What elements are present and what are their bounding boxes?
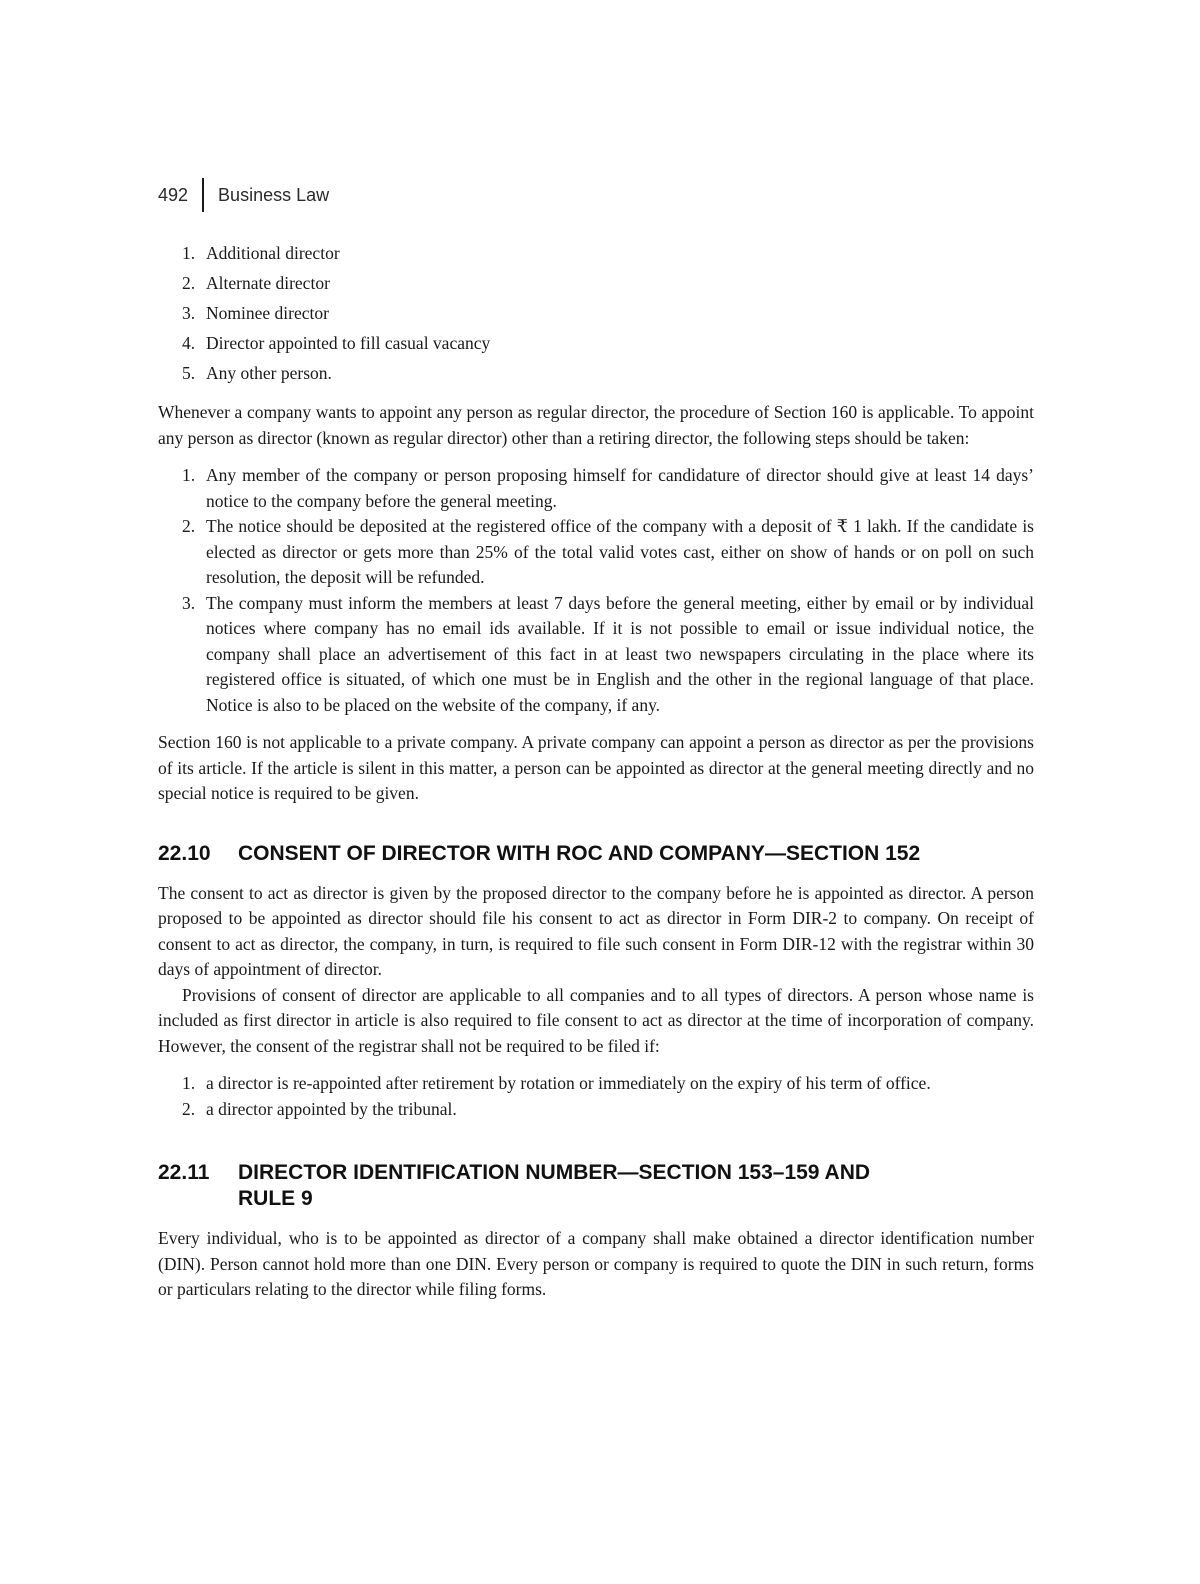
consent-exceptions-list	[158, 1071, 1034, 1122]
section-heading-22-10: 22.10 CONSENT OF DIRECTOR WITH ROC AND COMPANY—SECTION 152	[158, 841, 921, 865]
din-paragraph: Every individual, who is to be appointed as director of a company shall make obtained a director identification number (DIN). Person cannot hold more than one DIN. Every person or company is required to quote the DIN in such return, forms or particulars relating to the director while filing forms.	[158, 1228, 1034, 1299]
appointment-steps-list	[158, 463, 1034, 718]
list-item: 5. Any other person.	[182, 363, 332, 383]
list-item: 1. Any member of the company or person proposing himself for candidature of director should give at least 14 days’ notice to the company before the general meeting.	[182, 465, 1034, 511]
running-title: Business Law	[218, 184, 330, 205]
list-item: 3. Nominee director	[182, 303, 329, 323]
section-160-paragraph: Whenever a company wants to appoint any person as regular director, the procedure of Section 160 is applicable. To appoint any person as director (known as regular director) other than a retiring director, the following steps should be taken:	[158, 402, 1034, 448]
list-item: 4. Director appointed to fill casual vacancy	[182, 333, 491, 353]
list-item: 2. Alternate director	[182, 273, 330, 293]
list-item: 1. a director is re-appointed after retirement by rotation or immediately on the expiry of his term of office.	[182, 1073, 931, 1093]
list-item: 2. a director appointed by the tribunal.	[182, 1098, 457, 1119]
page-header	[158, 178, 329, 212]
list-item: 1. Additional director	[182, 243, 340, 263]
director-types-list	[158, 238, 1034, 388]
page-number: 492	[158, 184, 189, 205]
section-heading-22-11: 22.11 DIRECTOR IDENTIFICATION NUMBER—SECTION 153–159 AND RULE 9	[158, 1161, 871, 1210]
list-item: 3. The company must inform the members at least 7 days before the general meeting, either by email or by individual notices where company has no email ids available. If it is not possible to email or issue individual notice, the company shall place an advertisement of this fact in at least two newspapers circulating in the place where its registered office is situated, of which one must be in English and the other in the regional language of that place. Notice is also to be placed on the website of the company, if any.	[182, 592, 1034, 715]
private-company-paragraph: Section 160 is not applicable to a private company. A private company can appoint a person as director as per the provisions of its article. If the article is silent in this matter, a person can be appointed as director at the general meeting directly and no special notice is required to be given.	[158, 732, 1034, 803]
header-divider	[202, 178, 204, 212]
consent-paragraph: The consent to act as director is given by the proposed director to the company before he is appointed as director. A person proposed to be appointed as director should file his consent to act as director in Form DIR-2 to company. On receipt of consent to act as director, the company, in turn, is required to file such consent in Form DIR-12 with the registrar within 30 days of appointment of director.	[158, 882, 1034, 979]
consent-provisions-paragraph: Provisions of consent of director are applicable to all companies and to all types of directors. A person whose name is included as first director in article is also required to file consent to act as director at the time of incorporation of company. However, the consent of the registrar shall not be required to be filed if:	[158, 984, 1034, 1056]
list-item: 2. The notice should be deposited at the registered office of the company with a deposit of ₹ 1 lakh. If the candidate is elected as director or gets more than 25% of the total valid votes cast, either on show of hands or on poll on such resolution, the deposit will be refunded.	[182, 516, 1034, 587]
page-body	[158, 238, 1034, 1303]
